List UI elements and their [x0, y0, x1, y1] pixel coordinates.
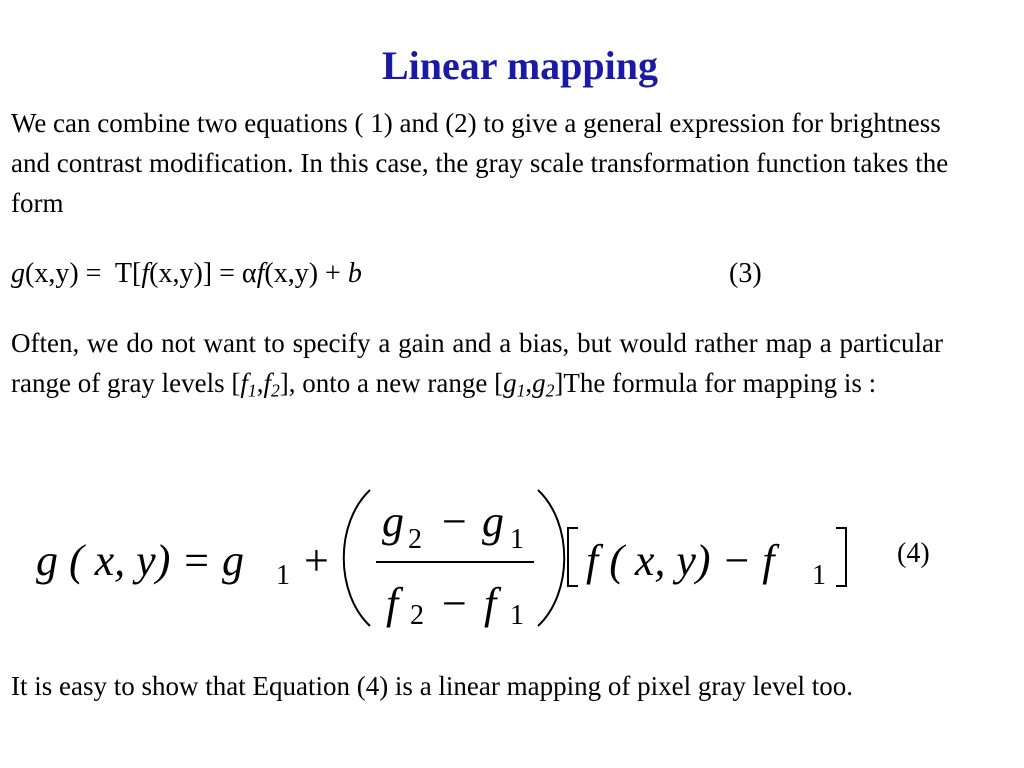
p2-g2: g [532, 368, 546, 398]
equation-3-expression [11, 254, 362, 294]
eq4-den-sub1: 1 [510, 600, 524, 631]
p2-comma1: , [256, 368, 264, 398]
eq4-den-f2: f [386, 579, 399, 628]
p2-sub4: 2 [545, 380, 555, 401]
intro-paragraph: We can combine two equations ( 1) and (2) to give a general expression for brightness and contrast modification. In this case, the gray scale transformation function takes the form [11, 108, 949, 218]
eq3-part1: (x,y) = T[ [25, 258, 142, 289]
eq4-num-sub1: 1 [510, 524, 524, 555]
eq4-plus: + [304, 536, 329, 585]
eq4-num-g2: g [382, 497, 404, 546]
right-paren [538, 490, 564, 626]
p2-sub1: 1 [247, 380, 257, 401]
mapping-paragraph [11, 323, 943, 403]
p2-f2: f [263, 368, 271, 398]
p2-sub2: 2 [270, 380, 280, 401]
equation-4-number: (4) [897, 538, 930, 569]
eq3-f1: f [141, 258, 150, 289]
p2-g: g [503, 368, 517, 398]
p2-sub3: 1 [516, 380, 526, 401]
p2-comma2: , [525, 368, 533, 398]
right-bracket [836, 528, 846, 586]
equation-4-graphic [0, 478, 1024, 638]
eq3-g: g [11, 258, 25, 289]
eq4-lhs-sub: 1 [276, 560, 290, 591]
eq4-num-minus: − [442, 497, 467, 546]
equation-4 [0, 478, 1024, 638]
p2-part1: Often, we do not want to specify a gain and a bias, but would rather map a particular range of gray levels [ [11, 328, 943, 398]
equation-3 [11, 254, 791, 294]
eq4-num-g1: g [482, 497, 504, 546]
equation-3-number: (3) [729, 258, 762, 289]
eq4-bracket-sub: 1 [812, 560, 826, 591]
p2-part2: ], onto a new range [ [279, 368, 504, 398]
p2-f: f [240, 368, 248, 398]
eq3-alpha: α [241, 258, 257, 289]
eq4-lhs: g ( x, y) = g [36, 536, 245, 585]
eq3-f2: f [256, 258, 265, 289]
eq3-b: b [347, 258, 362, 289]
left-bracket [568, 528, 578, 586]
conclusion-paragraph: It is easy to show that Equation (4) is a linear mapping of pixel gray level too. [11, 671, 854, 701]
eq3-part2: (x,y)] = [149, 258, 242, 289]
p2-part3: ]The formula for mapping is : [554, 368, 877, 398]
eq4-den-minus: − [442, 579, 467, 628]
eq4-den-f1: f [484, 579, 497, 628]
left-paren [344, 490, 370, 626]
eq4-den-sub2: 2 [410, 600, 424, 631]
eq3-part3: (x,y) + [264, 258, 348, 289]
eq4-num-sub2: 2 [408, 524, 422, 555]
eq4-bracket-expr: f ( x, y) − f [586, 536, 775, 585]
slide-title: Linear mapping [382, 43, 658, 88]
